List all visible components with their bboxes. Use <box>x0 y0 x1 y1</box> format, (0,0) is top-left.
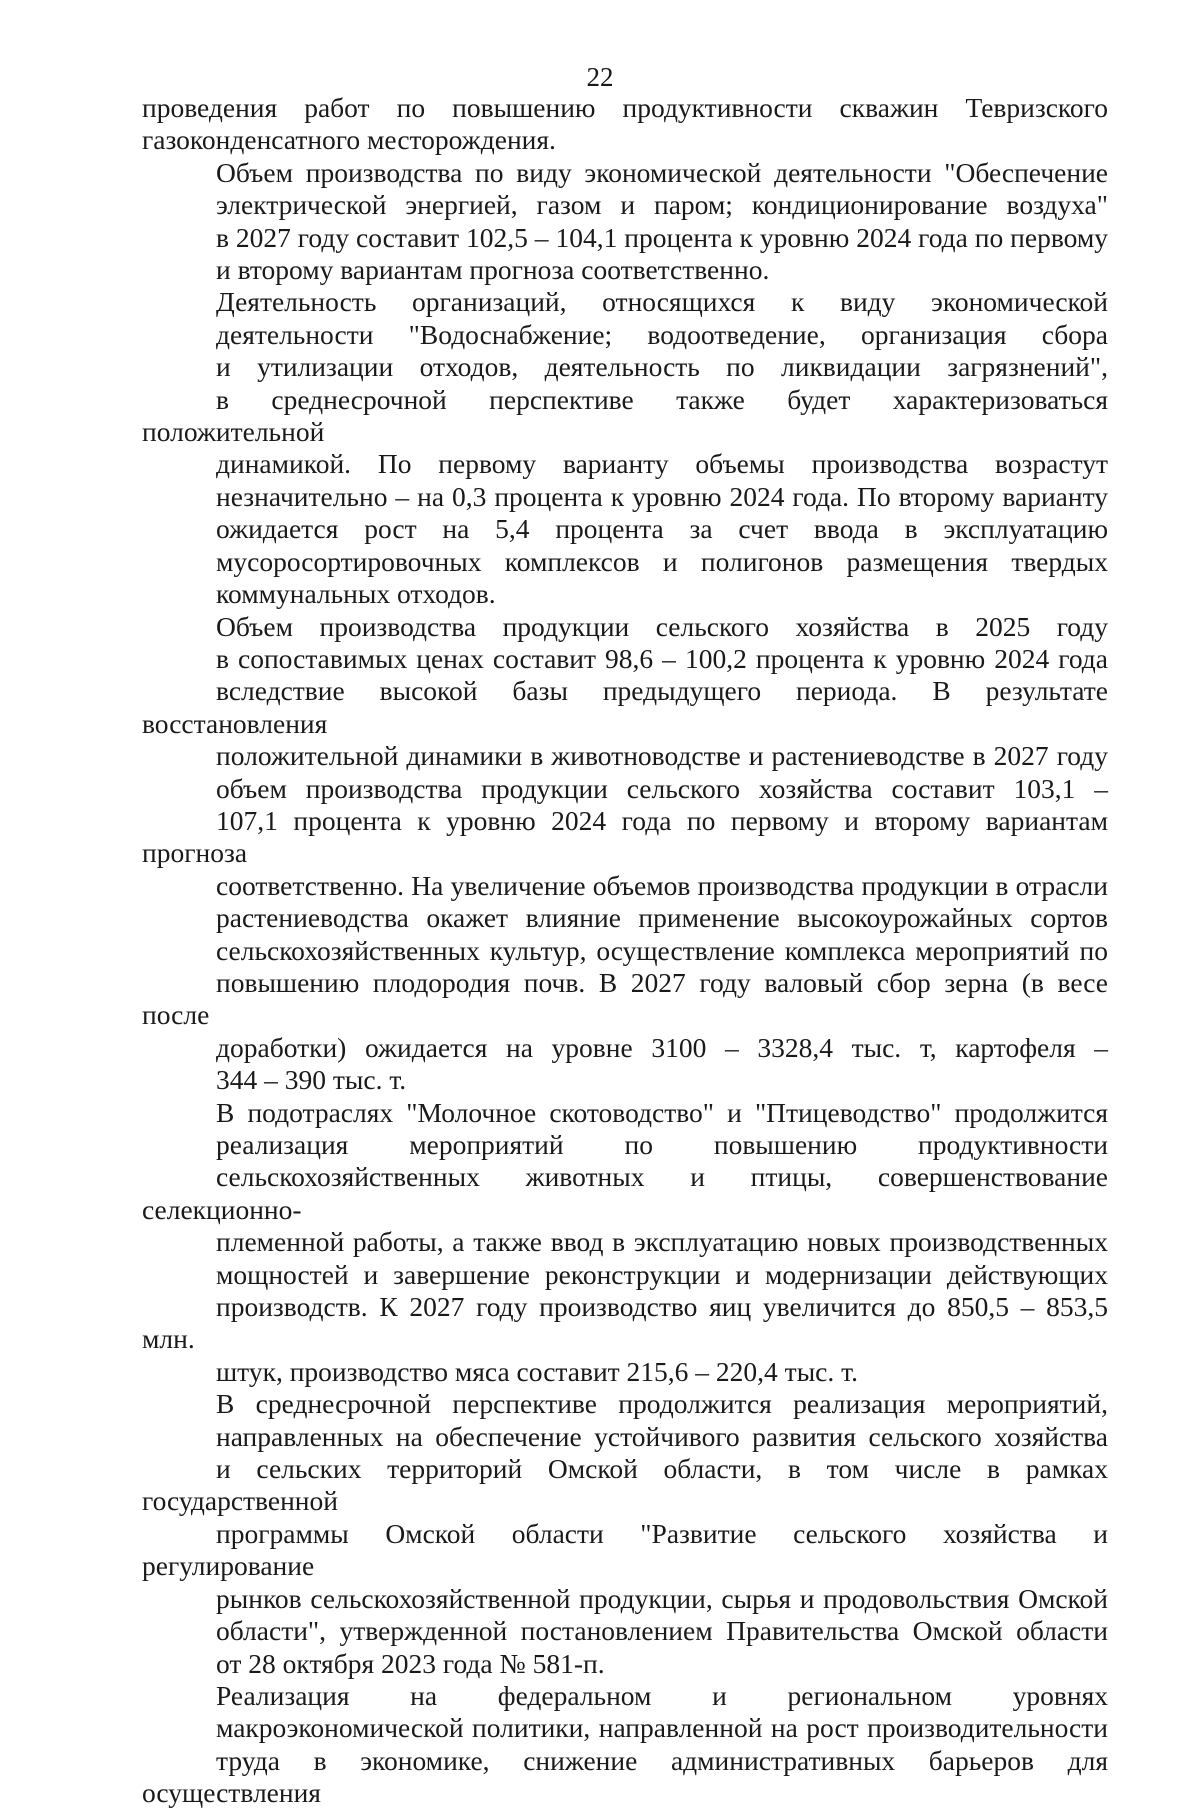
text-line: газоконденсатного месторождения. <box>142 124 556 156</box>
text-line: ожидается рост на 5,4 процента за счет ввода в эксплуатацию <box>216 513 1108 545</box>
text-line: Объем производства по виду экономической деятельности "Обеспечение <box>216 156 1108 188</box>
text-line: Реализация на федеральном и региональном уровнях <box>216 1679 1108 1711</box>
text-line: в сопоставимых ценах составит 98,6 – 100,2 процента к уровню 2024 года <box>216 642 1108 674</box>
text-line: труда в экономике, снижение административных барьеров для осуществления <box>142 1744 1108 1809</box>
text-line: сельскохозяйственных животных и птицы, совершенствование селекционно- <box>142 1161 1108 1225</box>
text-line: незначительно – на 0,3 процента к уровню 2024 года. По второму варианту <box>216 480 1108 512</box>
text-line: доработки) ожидается на уровне 3100 – 3328,4 тыс. т, картофеля – <box>216 1031 1108 1063</box>
paragraph <box>142 611 1108 1097</box>
text-line: в среднесрочной перспективе также будет характеризоваться положительной <box>142 383 1108 448</box>
text-line: электрической энергией, газом и паром; кондиционирование воздуха" <box>216 189 1108 221</box>
text-line: коммунальных отходов. <box>216 578 496 610</box>
text-line: деятельности "Водоснабжение; водоотведение, организация сбора <box>216 318 1108 350</box>
paragraph <box>142 157 1108 287</box>
text-line: области", утвержденной постановлением Правительства Омской области <box>216 1615 1108 1647</box>
paragraph <box>142 286 1108 610</box>
text-line: от 28 октября 2023 года № 581-п. <box>216 1647 605 1679</box>
text-line: вследствие высокой базы предыдущего периода. В результате восстановления <box>142 675 1108 739</box>
paragraph <box>142 1680 1108 1810</box>
text-line: и второму вариантам прогноза соответственно. <box>216 254 770 286</box>
page-number: 22 <box>586 62 614 92</box>
text-line: растениеводства окажет влияние применение высокоурожайных сортов <box>216 902 1108 934</box>
text-line: реализация мероприятий по повышению продуктивности <box>216 1129 1108 1160</box>
text-line: макроэкономической политики, направленной на рост производительности <box>216 1712 1108 1744</box>
text-line: программы Омской области "Развитие сельского хозяйства и регулирование <box>142 1517 1108 1582</box>
document-body <box>142 92 1108 1810</box>
text-line: сельскохозяйственных культур, осуществление комплекса мероприятий по <box>216 934 1108 966</box>
text-line: 344 – 390 тыс. т. <box>216 1064 407 1096</box>
text-line: положительной динамики в животноводстве и растениеводстве в 2027 году <box>216 740 1108 772</box>
text-line: проведения работ по повышению продуктивности скважин Тевризского <box>142 92 1108 123</box>
paragraph <box>142 1097 1108 1389</box>
paragraph <box>142 92 1108 157</box>
text-line: повышению плодородия почв. В 2027 году валовый сбор зерна (в весе после <box>142 966 1108 1031</box>
text-line: объем производства продукции сельского хозяйства составит 103,1 – <box>216 772 1108 804</box>
text-line: 107,1 процента к уровню 2024 года по первому и второму вариантам прогноза <box>142 804 1108 869</box>
text-line: Деятельность организаций, относящихся к виду экономической <box>216 286 1108 318</box>
text-line: в 2027 году составит 102,5 – 104,1 процента к уровню 2024 года по первому <box>216 221 1108 253</box>
text-line: штук, производство мяса составит 215,6 – 220,4 тыс. т. <box>216 1355 858 1387</box>
text-line: рынков сельскохозяйственной продукции, сырья и продовольствия Омской <box>216 1582 1108 1614</box>
text-line: направленных на обеспечение устойчивого развития сельского хозяйства <box>216 1420 1108 1452</box>
text-line: динамикой. По первому варианту объемы производства возрастут <box>216 448 1108 480</box>
text-line: Объем производства продукции сельского хозяйства в 2025 году <box>216 610 1108 642</box>
text-line: и утилизации отходов, деятельность по ликвидации загрязнений", <box>216 351 1108 383</box>
text-line: производств. К 2027 году производство яиц увеличится до 850,5 – 853,5 млн. <box>142 1291 1108 1355</box>
text-line: мусоросортировочных комплексов и полигонов размещения твердых <box>216 545 1108 577</box>
text-line: В подотраслях "Молочное скотоводство" и "Птицеводство" продолжится <box>216 1096 1108 1128</box>
paragraph <box>142 1388 1108 1680</box>
text-line: соответственно. На увеличение объемов производства продукции в отрасли <box>216 869 1108 901</box>
text-line: и сельских территорий Омской области, в том числе в рамках государственной <box>142 1453 1108 1517</box>
text-line: В среднесрочной перспективе продолжится реализация мероприятий, <box>216 1388 1108 1420</box>
text-line: мощностей и завершение реконструкции и модернизации действующих <box>216 1258 1108 1290</box>
text-line: племенной работы, а также ввод в эксплуатацию новых производственных <box>216 1226 1108 1258</box>
